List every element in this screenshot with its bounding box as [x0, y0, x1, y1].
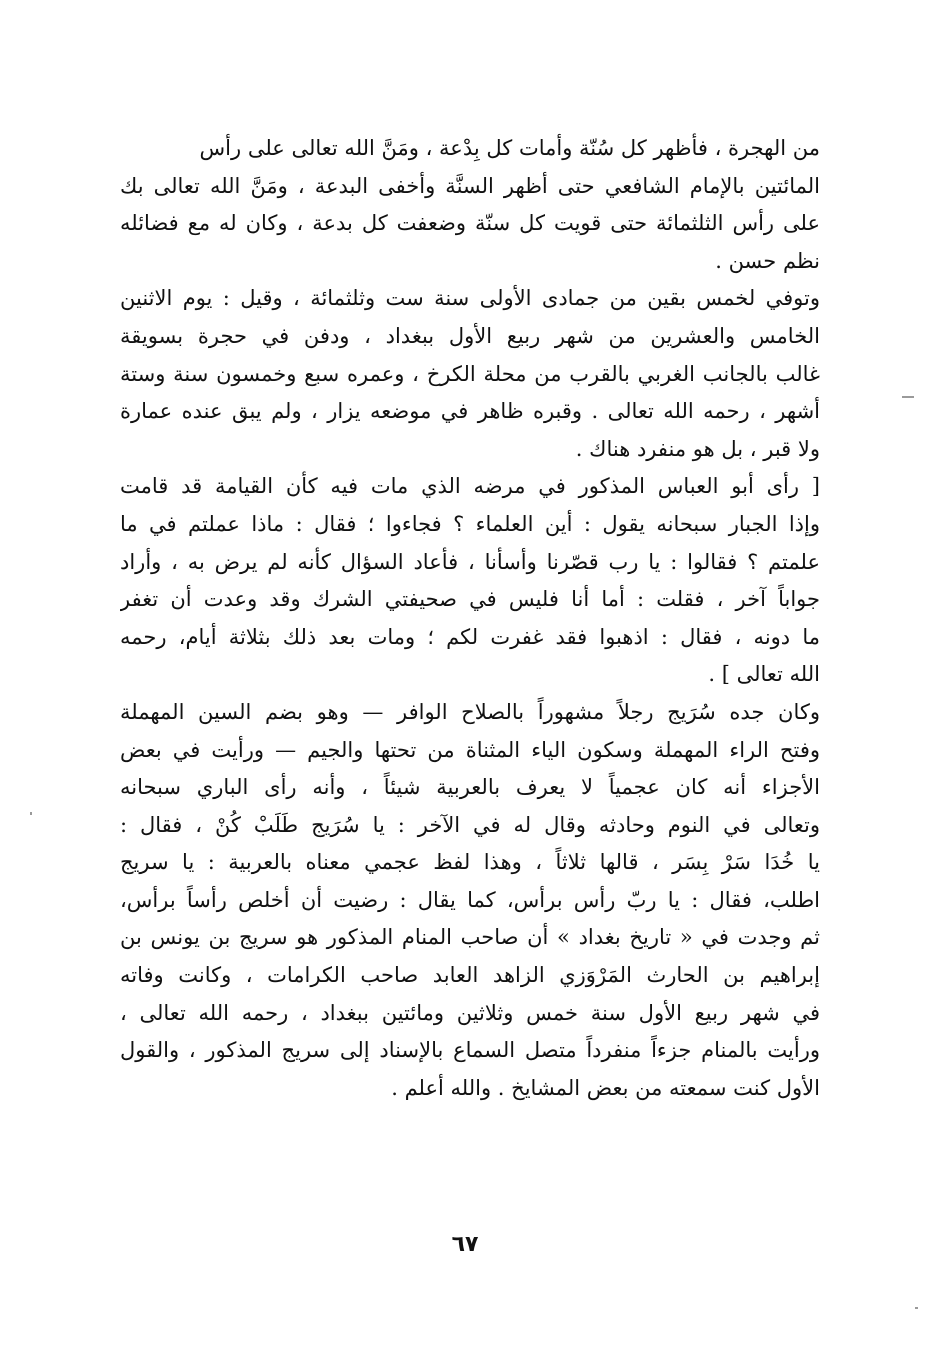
text-line: ثم وجدت في « تاريخ بغداد » أن صاحب المنام المذكور هو سريج بن يونس بن: [120, 925, 820, 950]
text-line: في شهر ربيع الأول سنة خمس وثلاثين ومائتين ببغداد ، رحمه الله تعالى ،: [120, 1000, 820, 1025]
text-line: وكان جده سُرَيج رجلاً مشهوراً بالصلاح الوافر — وهو بضم السين المهملة: [120, 699, 820, 724]
text-line: يا خُدَا سَرْ بِسَر ، قالها ثلاثاً ، وهذا لفظ عجمي معناه بالعربية : يا سريج: [120, 850, 820, 875]
text-line: غالب بالجانب الغربي بالقرب من محلة الكرخ ، وعمره سبع وخمسون سنة وستة: [120, 361, 820, 386]
text-line: من الهجرة ، فأظهر كل سُنّة وأمات كل بِدْعة ، ومَنَّ الله تعالى على رأس: [199, 136, 820, 160]
text-line: ما دونه ، فقال : اذهبوا فقد غفرت لكم ؛ ومات بعد ذلك بثلاثة أيام، رحمه: [120, 624, 820, 649]
text-line: ورأيت بالمنام جزءاً منفرداً متصل السماع بالإسناد إلى سريج المذكور ، والقول: [120, 1038, 820, 1063]
margin-mark: [915, 1307, 918, 1309]
text-line: جواباً آخر ، فقلت : أما أنا فليس في صحيفتي الشرك وقد وعدت أن تغفر: [120, 587, 820, 612]
text-line: وفتح الراء المهملة وسكون الياء المثناة من تحتها والجيم — ورأيت في بعض: [120, 737, 820, 762]
text-line: إبراهيم بن الحارث المَرْوَزي الزاهد العابد صاحب الكرامات ، وكانت وفاته: [120, 963, 820, 988]
body-text: [120, 130, 820, 1107]
text-line: الأجزاء أنه كان عجمياً لا يعرف بالعربية شيئاً ، وأنه رأى الباري سبحانه: [120, 775, 820, 800]
text-line: وإذا الجبار سبحانه يقول : أين العلماء ؟ فجاءوا ؛ فقال : ماذا عملتم في ما: [120, 511, 820, 536]
text-line: الله تعالى ] .: [708, 662, 820, 687]
text-line: وتعالى في النوم وحادثه وقال له في الآخر : يا سُرَيج طَلَبْ كُنْ ، فقال :: [120, 812, 820, 837]
text-line: [ رأى أبو العباس المذكور في مرضه الذي مات فيه كأن القيامة قد قامت: [120, 474, 820, 499]
text-line: اطلب، فقال : يا ربّ رأس برأس، كما يقال : رضيت أن أخلص رأساً برأس،: [120, 887, 820, 912]
page-number: ٦٧: [451, 1232, 479, 1257]
margin-mark: [902, 396, 914, 398]
text-line: الأول كنت سمعته من بعض المشايخ . والله أعلم .: [391, 1075, 820, 1100]
text-line: وتوفي لخمس بقين من جمادى الأولى سنة ست وثلثمائة ، وقيل : يوم الاثنين: [120, 286, 820, 311]
margin-mark: [30, 812, 32, 815]
text-line: المائتين بالإمام الشافعي حتى أظهر السنَّة وأخفى البدعة ، ومَنَّ الله تعالى بك: [120, 173, 820, 198]
text-line: الخامس والعشرين من شهر ربيع الأول ببغداد ، ودفن في حجرة بسويقة: [120, 323, 820, 348]
text-line: أشهر ، رحمه الله تعالى . وقبره ظاهر في موضعه يزار ، ولم يبق عنده عمارة: [120, 399, 820, 424]
text-line: علمتم ؟ فقالوا : يا رب قصّرنا وأسأنا ، فأعاد السؤال كأنه لم يرض به ، وأراد: [120, 549, 820, 574]
text-line: نظم حسن .: [715, 248, 820, 273]
text-line: على رأس الثلثمائة حتى قويت كل سنّة وضعفت كل بدعة ، وكان له مع فضائله: [120, 211, 820, 236]
text-line: ولا قبر ، بل هو منفرد هناك .: [575, 436, 820, 461]
